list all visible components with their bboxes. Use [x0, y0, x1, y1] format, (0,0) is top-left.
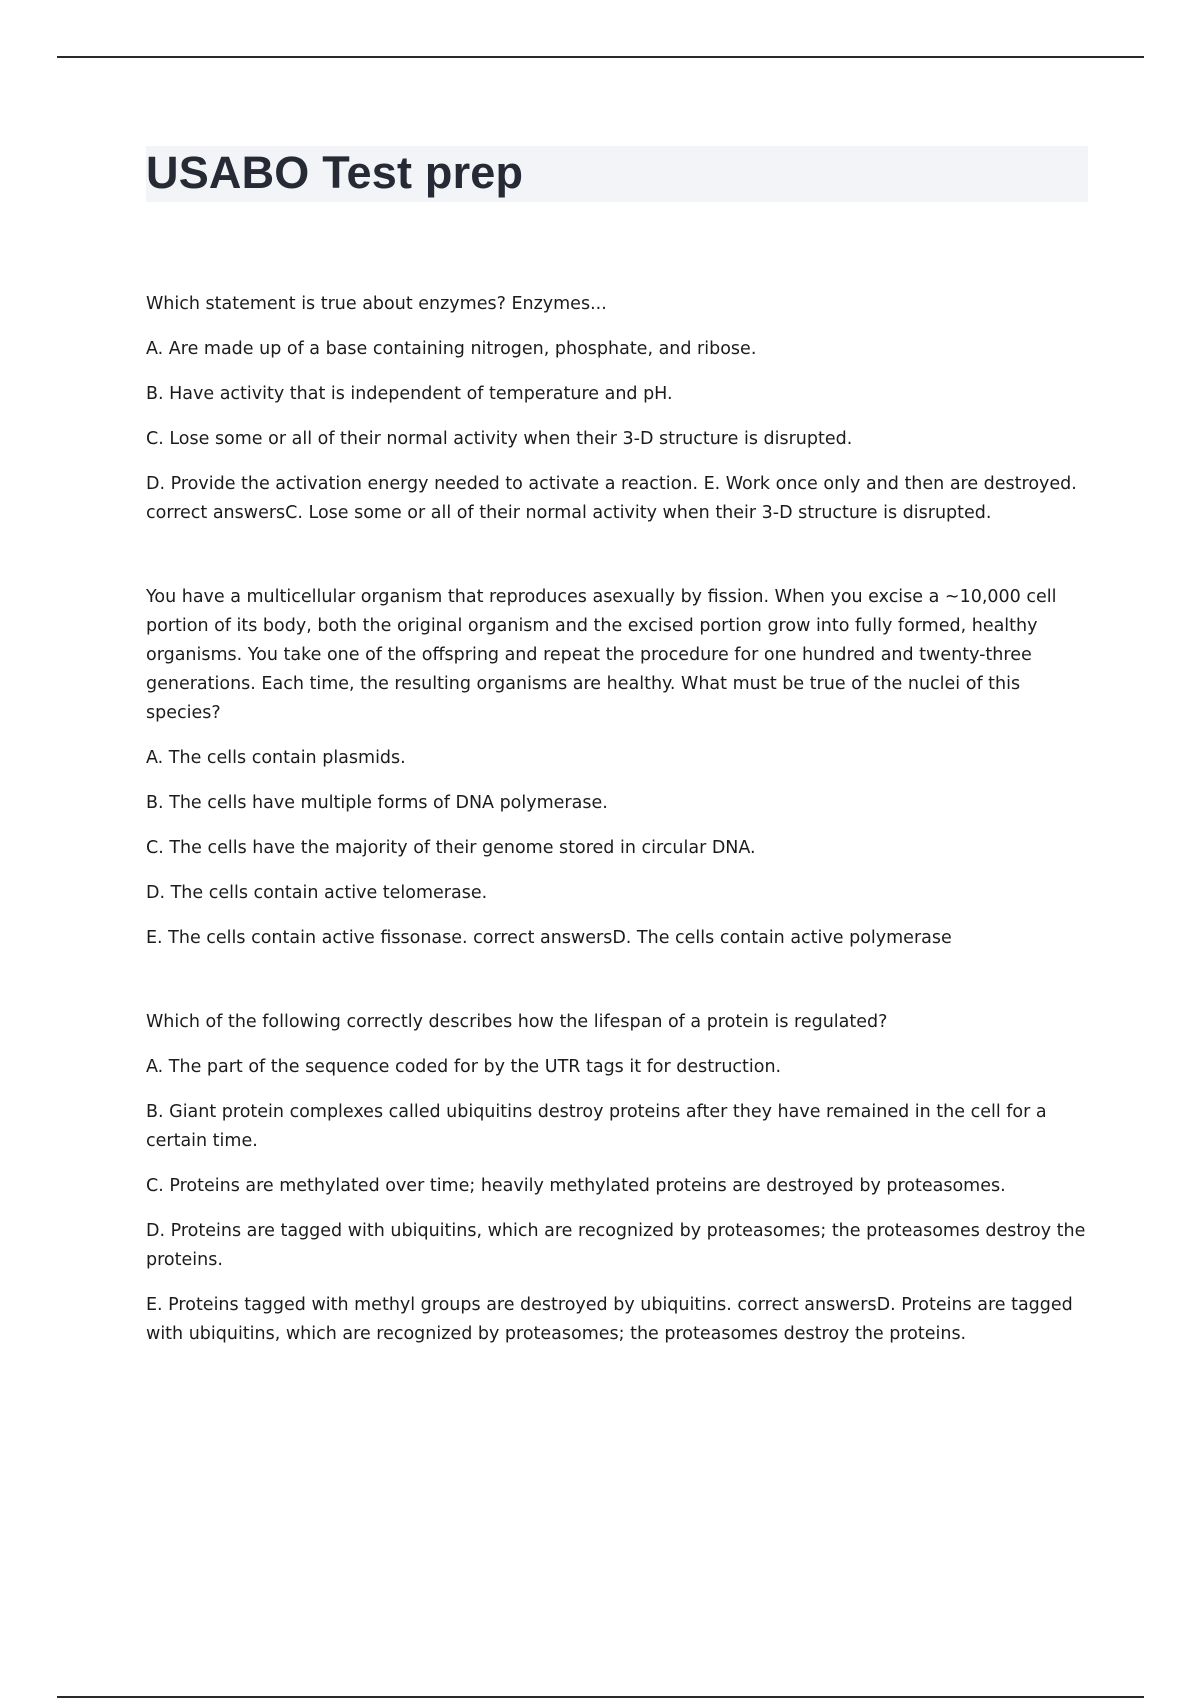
question-stem: Which of the following correctly describes how the lifespan of a protein is regulated?	[146, 1012, 888, 1032]
question-1	[146, 290, 1091, 528]
question-2	[146, 583, 1091, 953]
answer-option: C. Proteins are methylated over time; heavily methylated proteins are destroyed by proteasomes.	[146, 1176, 1006, 1196]
page-title: USABO Test prep	[146, 147, 524, 198]
answer-option: B. Giant protein complexes called ubiquitins destroy proteins after they have remained in the cell for a certain time.	[146, 1102, 1047, 1151]
answer-option: E. The cells contain active fissonase. correct answersD. The cells contain active polymerase	[146, 928, 952, 948]
answer-option: B. The cells have multiple forms of DNA polymerase.	[146, 793, 608, 813]
top-divider	[57, 56, 1144, 58]
answer-option: D. The cells contain active telomerase.	[146, 883, 488, 903]
answer-option: C. The cells have the majority of their genome stored in circular DNA.	[146, 838, 756, 858]
answer-option: E. Proteins tagged with methyl groups are destroyed by ubiquitins. correct answersD. Proteins are tagged with ubiquitins, which are recognized by proteasomes; the proteasomes destroy the proteins.	[146, 1295, 1073, 1344]
bottom-divider	[57, 1696, 1144, 1698]
question-stem: Which statement is true about enzymes? Enzymes...	[146, 294, 607, 314]
question-list	[146, 290, 1091, 1349]
answer-option: D. Provide the activation energy needed to activate a reaction. E. Work once only and then are destroyed. correct answersC. Lose some or all of their normal activity when their 3-D structure is disrupted.	[146, 474, 1077, 523]
answer-option: A. Are made up of a base containing nitrogen, phosphate, and ribose.	[146, 339, 757, 359]
answer-option: C. Lose some or all of their normal activity when their 3-D structure is disrupted.	[146, 429, 853, 449]
answer-option: B. Have activity that is independent of temperature and pH.	[146, 384, 673, 404]
answer-option: D. Proteins are tagged with ubiquitins, which are recognized by proteasomes; the proteasomes destroy the proteins.	[146, 1221, 1086, 1270]
answer-option: A. The part of the sequence coded for by the UTR tags it for destruction.	[146, 1057, 782, 1077]
question-3	[146, 1008, 1091, 1349]
question-stem: You have a multicellular organism that reproduces asexually by fission. When you excise a ~10,000 cell portion of its body, both the original organism and the excised portion grow into fully formed, healthy organisms. You take one of the offspring and repeat the procedure for one hundred and twenty-three generations. Each time, the resulting organisms are healthy. What must be true of the nuclei of this species?	[146, 587, 1057, 723]
answer-option: A. The cells contain plasmids.	[146, 748, 406, 768]
